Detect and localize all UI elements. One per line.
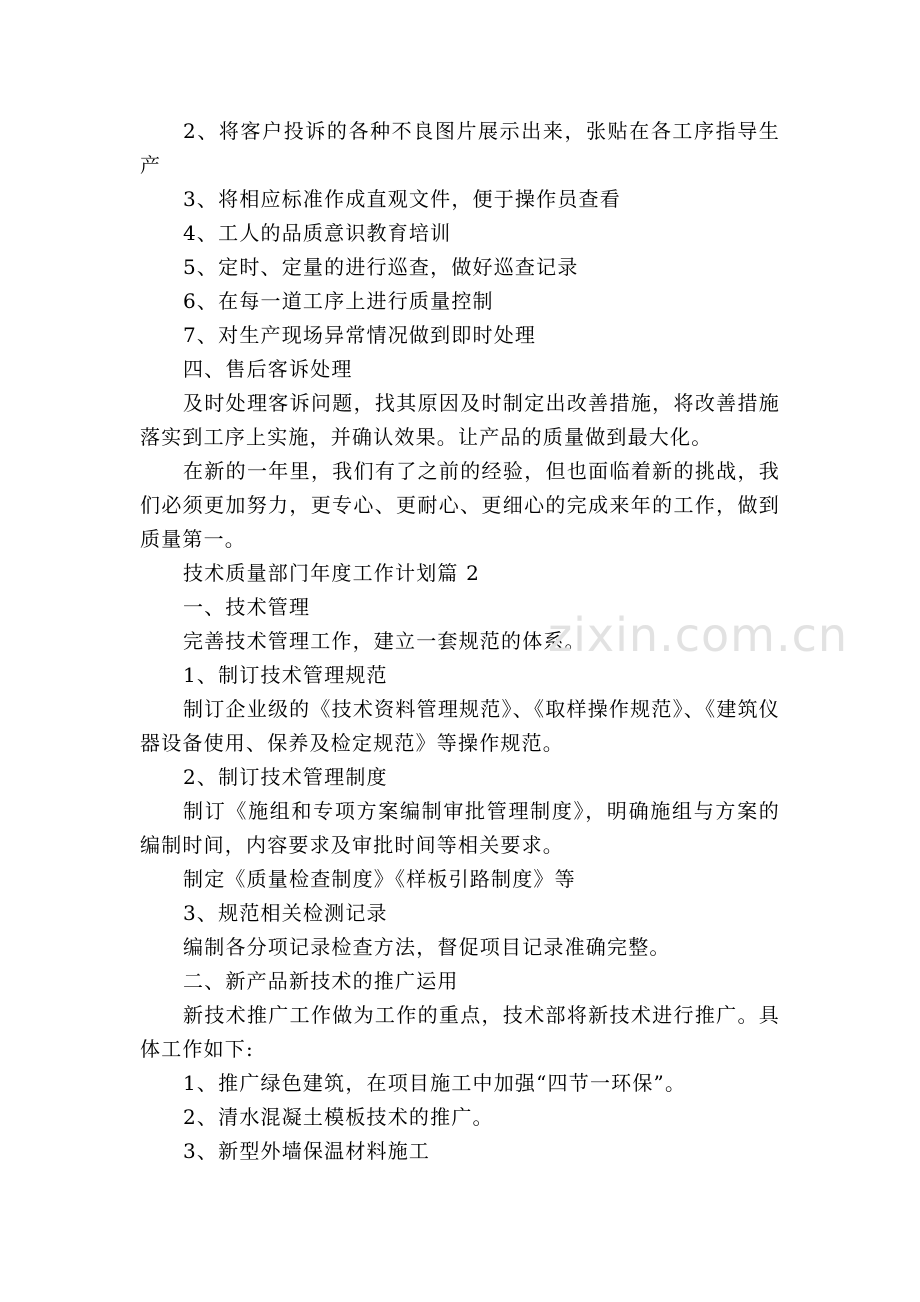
section-heading: 二、新产品新技术的推广运用	[183, 969, 459, 993]
list-item: 1、推广绿色建筑，在项目施工中加强“四节一环保”。	[183, 1071, 687, 1095]
document-body	[140, 114, 780, 1168]
list-item: 2、清水混凝土模板技术的推广。	[183, 1105, 494, 1129]
paragraph: 及时处理客诉问题，找其原因及时制定出改善措施，将改善措施落实到工序上实施，并确认效果。让产品的质量做到最大化。	[140, 391, 780, 449]
paragraph: 新技术推广工作做为工作的重点，技术部将新技术进行推广。具体工作如下:	[140, 1003, 780, 1061]
subsection-heading: 2、制订技术管理制度	[183, 765, 388, 789]
list-item: 3、将相应标准作成直观文件，便于操作员查看	[183, 187, 621, 211]
watermark: zixin.com.cn	[548, 608, 849, 662]
list-item: 6、在每一道工序上进行质量控制	[183, 289, 494, 313]
list-item: 7、对生产现场异常情况做到即时处理	[183, 323, 537, 347]
list-item: 5、定时、定量的进行巡查，做好巡查记录	[183, 255, 579, 279]
paragraph: 制订《施组和专项方案编制审批管理制度》，明确施组与方案的编制时间，内容要求及审批时间等相关要求。	[140, 799, 780, 857]
list-item: 2、将客户投诉的各种不良图片展示出来，张贴在各工序指导生产	[140, 119, 780, 177]
subsection-heading: 1、制订技术管理规范	[183, 663, 388, 687]
section-heading: 一、技术管理	[183, 595, 311, 619]
paragraph: 在新的一年里，我们有了之前的经验，但也面临着新的挑战，我们必须更加努力，更专心、更耐心、更细心的完成来年的工作，做到质量第一。	[140, 459, 780, 551]
list-item: 3、新型外墙保温材料施工	[183, 1139, 431, 1163]
paragraph: 完善技术管理工作，建立一套规范的体系。	[183, 629, 586, 653]
paragraph: 制定《质量检查制度》《样板引路制度》等	[183, 867, 576, 891]
paragraph: 编制各分项记录检查方法，督促项目记录准确完整。	[183, 935, 671, 959]
subsection-heading: 3、规范相关检测记录	[183, 901, 388, 925]
document-title: 技术质量部门年度工作计划篇 2	[183, 561, 481, 585]
section-heading: 四、售后客诉处理	[183, 357, 353, 381]
list-item: 4、工人的品质意识教育培训	[183, 221, 452, 245]
paragraph: 制订企业级的《技术资料管理规范》、《取样操作规范》、《建筑仪器设备使用、保养及检定规范》等操作规范。	[140, 697, 780, 755]
